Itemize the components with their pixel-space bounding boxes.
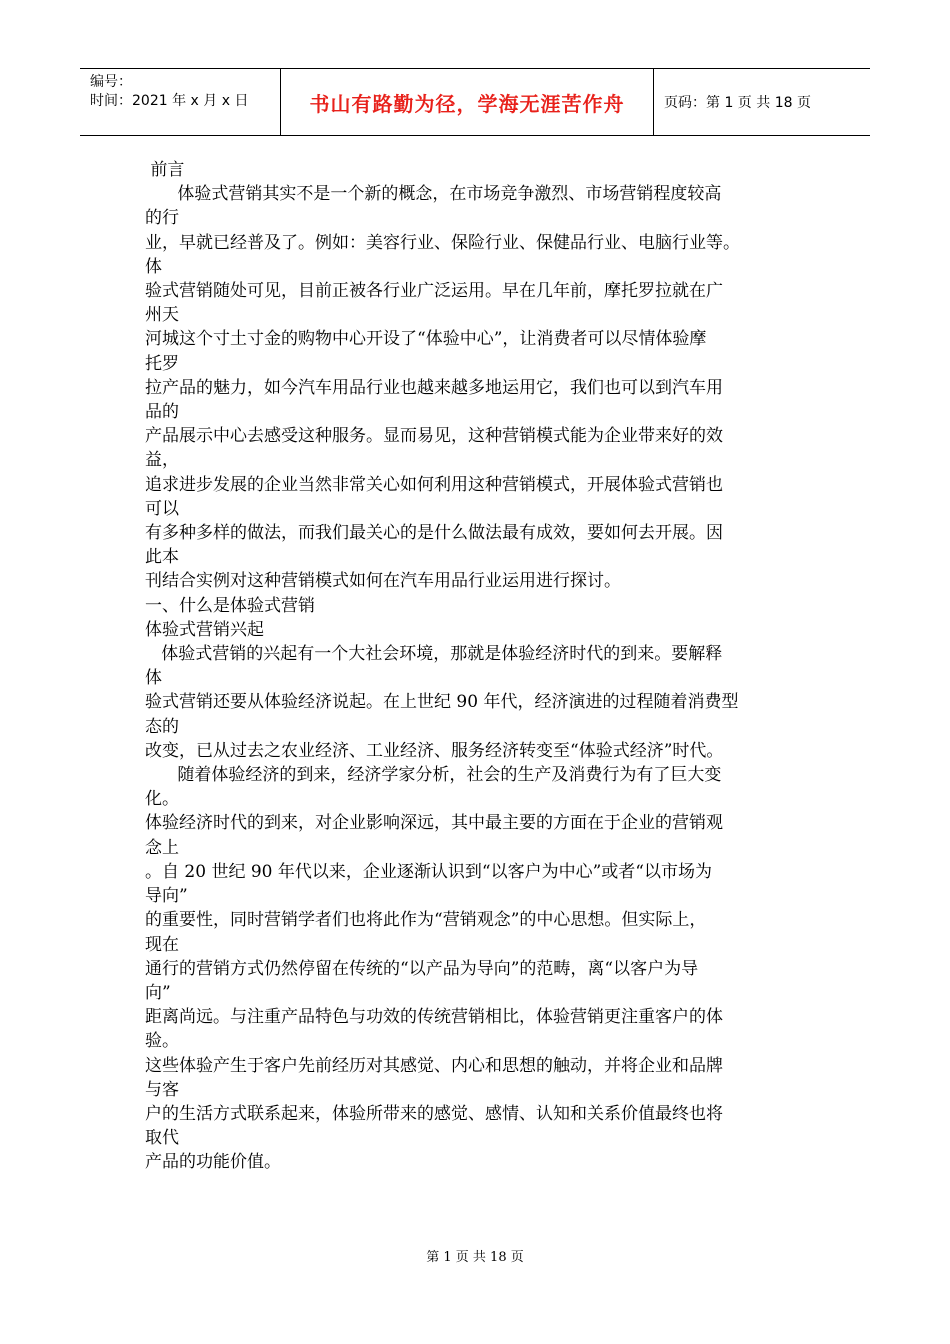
header-meta-cell (80, 69, 280, 135)
page-footer (0, 1246, 950, 1265)
body-line: 化。 (145, 789, 179, 810)
body-line: 河城这个寸土寸金的购物中心开设了“体验中心”，让消费者可以尽情体验摩 (145, 329, 707, 350)
body-line: 体验式营销兴起 (145, 619, 264, 640)
body-line: 托罗 (145, 353, 179, 374)
body-line: 前言 (145, 160, 185, 180)
body-line: 。自 20 世纪 90 年代以来，企业逐渐认识到“以客户为中心”或者“以市场为 (145, 861, 712, 882)
body-line: 体 (145, 668, 162, 689)
body-line: 州天 (145, 305, 179, 326)
body-line: 通行的营销方式仍然停留在传统的“以产品为导向”的范畴，离“以客户为导 (145, 958, 699, 979)
body-line: 体 (145, 256, 162, 277)
body-line: 念上 (145, 837, 179, 858)
body-line: 户的生活方式联系起来，体验所带来的感觉、感情、认知和关系价值最终也将 (145, 1103, 723, 1124)
body-line: 业，早就已经普及了。例如：美容行业、保险行业、保健品行业、电脑行业等。 (145, 232, 740, 253)
body-line: 产品的功能价值。 (145, 1152, 281, 1173)
body-line: 可以 (145, 498, 179, 519)
footer-page-number: 第 1 页 共 18 页 (426, 1250, 524, 1265)
body-line: 益， (145, 450, 179, 471)
body-line: 这些体验产生于客户先前经历对其感觉、内心和思想的触动，并将企业和品牌 (145, 1055, 723, 1076)
document-number-label: 编号： (90, 74, 132, 90)
body-line: 刊结合实例对这种营销模式如何在汽车用品行业运用进行探讨。 (145, 571, 621, 592)
body-line: 向” (145, 982, 171, 1003)
body-line: 改变，已从过去之农业经济、工业经济、服务经济转变至“体验式经济”时代。 (145, 740, 724, 761)
body-line: 验式营销还要从体验经济说起。在上世纪 90 年代，经济演进的过程随着消费型 (145, 692, 739, 713)
body-line: 的重要性，同时营销学者们也将此作为“营销观念”的中心思想。但实际上， (145, 910, 707, 931)
body-line: 品的 (145, 402, 179, 423)
body-line: 随着体验经济的到来，经济学家分析，社会的生产及消费行为有了巨大变 (145, 765, 722, 786)
body-line: 导向” (145, 886, 188, 907)
document-header (80, 68, 870, 136)
page-info: 页码：第 1 页 共 18 页 (664, 95, 811, 111)
motto-text: 书山有路勤为径，学海无涯苦作舟 (309, 91, 625, 116)
body-line: 验式营销随处可见，目前正被各行业广泛运用。早在几年前，摩托罗拉就在广 (145, 281, 723, 302)
body-line: 体验经济时代的到来，对企业影响深远，其中最主要的方面在于企业的营销观 (145, 813, 723, 834)
body-line: 现在 (145, 934, 179, 955)
body-line: 此本 (145, 547, 179, 568)
document-body (145, 158, 825, 1175)
body-line: 有多种多样的做法，而我们最关心的是什么做法最有成效，要如何去开展。因 (145, 523, 723, 544)
body-line: 验。 (145, 1031, 179, 1052)
body-line: 拉产品的魅力，如今汽车用品行业也越来越多地运用它，我们也可以到汽车用 (145, 377, 723, 398)
body-line: 的行 (145, 208, 179, 229)
body-line: 取代 (145, 1128, 179, 1149)
header-page-cell (654, 69, 870, 135)
body-line: 追求进步发展的企业当然非常关心如何利用这种营销模式，开展体验式营销也 (145, 474, 723, 495)
body-line: 体验式营销其实不是一个新的概念，在市场竞争激烈、市场营销程度较高 (145, 184, 722, 205)
body-line: 与客 (145, 1079, 179, 1100)
header-motto-cell (280, 69, 654, 135)
body-line: 一、什么是体验式营销 (145, 595, 315, 616)
body-line: 距离尚远。与注重产品特色与功效的传统营销相比，体验营销更注重客户的体 (145, 1007, 723, 1028)
document-date-label: 时间：2021 年 x 月 x 日 (90, 93, 249, 109)
body-line: 产品展示中心去感受这种服务。显而易见，这种营销模式能为企业带来好的效 (145, 426, 723, 447)
body-line: 体验式营销的兴起有一个大社会环境，那就是体验经济时代的到来。要解释 (145, 644, 723, 665)
body-line: 态的 (145, 716, 179, 737)
